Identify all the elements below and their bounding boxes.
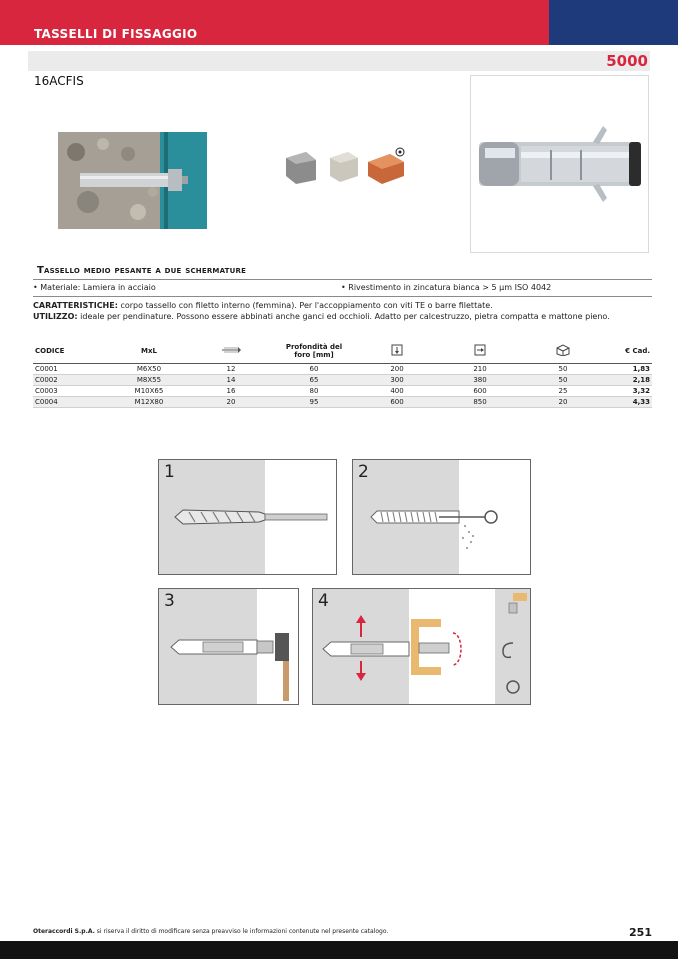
- page-number: 251: [629, 926, 652, 939]
- step-panel-1: [158, 459, 337, 575]
- package-qty-icon: [556, 344, 570, 356]
- cell-qty: 20: [523, 396, 603, 407]
- col-depth-line2: foro [mm]: [294, 351, 334, 360]
- footer-disclaimer: [33, 928, 388, 935]
- cell-shear: 380: [437, 374, 523, 385]
- step-number: 2: [358, 462, 369, 482]
- col-qty: [523, 340, 603, 363]
- shear-load-icon: [474, 344, 486, 356]
- col-shear: [437, 340, 523, 363]
- step-panel-4: [312, 588, 531, 705]
- product-photo-frame: [470, 75, 649, 253]
- cell-qty: 50: [523, 363, 603, 374]
- cell-qty: 25: [523, 385, 603, 396]
- category-title: TASSELLI DI FISSAGGIO: [34, 27, 198, 41]
- cell-code: C0002: [33, 374, 107, 385]
- cell-shear: 600: [437, 385, 523, 396]
- drilling-diagram: [159, 460, 336, 574]
- cell-diameter: 16: [191, 385, 271, 396]
- cell-price: 3,32: [603, 385, 652, 396]
- spec-coating: • Rivestimento in zincatura bianca > 5 µm ISO 4042: [341, 283, 552, 292]
- step-number: 3: [164, 591, 175, 611]
- cell-price: 1,83: [603, 363, 652, 374]
- product-table: [33, 340, 652, 408]
- title-rule: [33, 279, 652, 280]
- cell-depth: 60: [271, 363, 357, 374]
- fastening-diagram: [313, 589, 530, 704]
- header-blue-band: [549, 0, 678, 45]
- table-row: [33, 396, 652, 407]
- cell-size: M10X65: [107, 385, 191, 396]
- cell-code: C0001: [33, 363, 107, 374]
- cell-code: C0003: [33, 385, 107, 396]
- cell-price: 4,33: [603, 396, 652, 407]
- cell-diameter: 14: [191, 374, 271, 385]
- col-price: € Cad.: [603, 340, 652, 363]
- step-number: 1: [164, 462, 175, 482]
- cell-tension: 400: [357, 385, 437, 396]
- cell-diameter: 20: [191, 396, 271, 407]
- col-depth-line1: Profondità del: [285, 343, 343, 352]
- cell-depth: 95: [271, 396, 357, 407]
- cell-diameter: 12: [191, 363, 271, 374]
- table-row: [33, 374, 652, 385]
- cleaning-diagram: [353, 460, 530, 574]
- usage-line: [33, 312, 610, 321]
- product-title: Tassello medio pesante a due schermature: [37, 265, 247, 276]
- table-row: [33, 363, 652, 374]
- cell-shear: 850: [437, 396, 523, 407]
- header-bar: [0, 0, 678, 45]
- col-code: CODICE: [33, 340, 107, 363]
- table-row: [33, 385, 652, 396]
- features-line: [33, 301, 493, 310]
- insertion-diagram: [159, 589, 298, 704]
- product-code: 16ACFIS: [34, 74, 84, 88]
- cell-tension: 300: [357, 374, 437, 385]
- cell-tension: 200: [357, 363, 437, 374]
- step-panel-3: [158, 588, 299, 705]
- anchor-photo: [471, 76, 648, 252]
- material-icons: [282, 146, 412, 186]
- usage-label: UTILIZZO:: [33, 312, 78, 321]
- usage-text: ideale per pendinature. Possono essere abbinati anche ganci ed occhioli. Adatto per calcestruzzo, pietra compatta e mattone pieno.: [77, 312, 610, 321]
- cell-depth: 65: [271, 374, 357, 385]
- col-diameter: [191, 340, 271, 363]
- installation-photo: [58, 132, 207, 229]
- table-header-row: [33, 340, 652, 363]
- cell-tension: 600: [357, 396, 437, 407]
- cell-qty: 50: [523, 374, 603, 385]
- cell-price: 2,18: [603, 374, 652, 385]
- footer-note-text: si riserva il diritto di modificare senza preavviso le informazioni contenute nel presente catalogo.: [94, 928, 389, 935]
- cell-size: M6X50: [107, 363, 191, 374]
- spec-rule: [33, 296, 652, 297]
- cell-size: M12X80: [107, 396, 191, 407]
- step-number: 4: [318, 591, 329, 611]
- cell-shear: 210: [437, 363, 523, 374]
- cell-depth: 80: [271, 385, 357, 396]
- features-label: CARATTERISTICHE:: [33, 301, 118, 310]
- footer-company: Oteraccordi S.p.A.: [33, 928, 95, 935]
- tensile-load-icon: [391, 344, 403, 356]
- col-tension: [357, 340, 437, 363]
- spec-material: • Materiale: Lamiera in acciaio: [33, 283, 156, 292]
- features-text: corpo tassello con filetto interno (femmina). Per l'accoppiamento con viti TE o barre filettate.: [117, 301, 493, 310]
- col-size: MxL: [107, 340, 191, 363]
- product-number: 5000: [606, 52, 648, 70]
- footer-bar: [0, 941, 678, 959]
- cell-code: C0004: [33, 396, 107, 407]
- cell-size: M8X55: [107, 374, 191, 385]
- step-panel-2: [352, 459, 531, 575]
- drill-diameter-icon: [221, 346, 241, 354]
- product-number-bar: [28, 51, 650, 71]
- col-depth: [271, 340, 357, 363]
